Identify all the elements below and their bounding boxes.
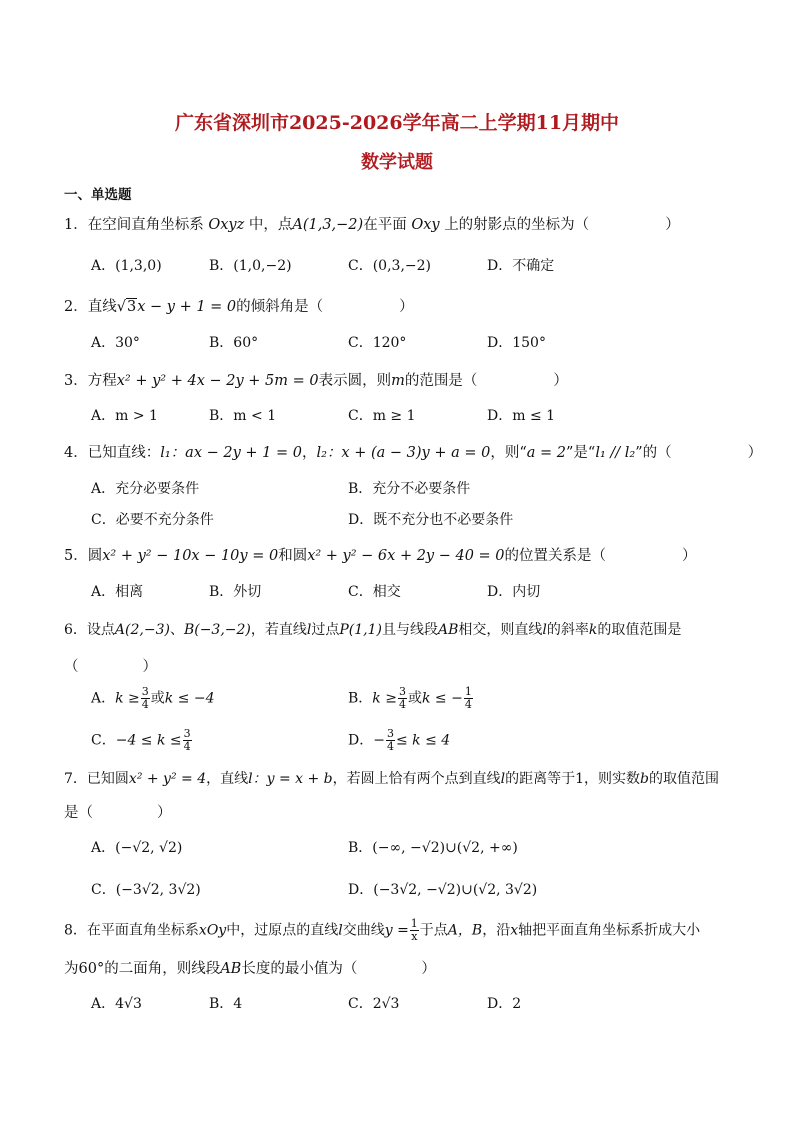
- question-7-stem: 7．已知圆x² + y² = 4，直线l：y = x + b，若圆上恰有两个点到直线l的距离等于1，则实数b的取值范围: [64, 771, 720, 787]
- question-8-stem-line2: 为60°的二面角，则线段AB长度的最小值为（ ）: [64, 961, 436, 977]
- question-4-option-b: B．充分不必要条件: [348, 481, 471, 497]
- question-4-stem: 4．已知直线：l₁：ax − 2y + 1 = 0，l₂：x + (a − 3)y + a = 0，则“a = 2”是“l₁ // l₂”的（ ）: [64, 445, 763, 461]
- question-1-option-d: D．不确定: [487, 258, 555, 274]
- question-4-option-a: A．充分必要条件: [91, 481, 200, 497]
- fraction: $\frac{3}{4}$: [141, 685, 149, 711]
- fraction: $\frac{3}{4}$: [398, 685, 406, 711]
- question-7-stem-line2: 是（ ）: [64, 805, 172, 821]
- question-4-option-c: C．必要不充分条件: [91, 512, 214, 528]
- question-8-stem: 8．在平面直角坐标系xOy中，过原点的直线l交曲线y = $\frac{1}{x}$ 于点A，B，沿x轴把平面直角坐标系折成大小: [64, 917, 701, 943]
- document-title: 广东省深圳市2025-2026学年高二上学期11月期中: [174, 112, 620, 134]
- question-5-option-b: B．外切: [209, 584, 262, 600]
- question-1-option-b: B．(1,0,−2): [209, 258, 292, 274]
- question-5-option-d: D．内切: [487, 584, 541, 600]
- question-3-option-d: D．m ≤ 1: [487, 408, 556, 424]
- question-1-option-c: C．(0,3,−2): [348, 258, 431, 274]
- question-6-stem-line2: （ ）: [64, 659, 157, 675]
- question-7-option-c: C．(−3√2, 3√2): [91, 882, 201, 898]
- question-1-option-a: A．(1,3,0): [91, 258, 162, 274]
- question-3-stem: 3．方程x² + y² + 4x − 2y + 5m = 0表示圆，则m的范围是（ ）: [64, 373, 568, 389]
- question-6-option-a: A．k ≥ $\frac{3}{4}$ 或k ≤ −4: [91, 685, 215, 711]
- section-heading: 一、单选题: [64, 187, 132, 203]
- question-2-stem: 2．直线√3x − y + 1 = 0的倾斜角是（ ）: [64, 299, 414, 315]
- document-subtitle: 数学试题: [361, 152, 433, 173]
- question-8-option-b: B．4: [209, 996, 243, 1012]
- question-5-option-a: A．相离: [91, 584, 144, 600]
- question-6-stem: 6．设点A(2,−3)、B(−3,−2)，若直线l过点P(1,1)且与线段AB相交，则直线l的斜率k的取值范围是: [64, 622, 682, 638]
- question-7-option-d: D．(−3√2, −√2)∪(√2, 3√2): [348, 882, 538, 898]
- question-7-option-a: A．(−√2, √2): [91, 840, 183, 856]
- question-2-option-b: B．60°: [209, 335, 259, 351]
- question-6-option-b: B．k ≥ $\frac{3}{4}$ 或k ≤ − $\frac{1}{4}$: [348, 685, 472, 711]
- question-5-stem: 5．圆x² + y² − 10x − 10y = 0和圆x² + y² − 6x + 2y − 40 = 0的位置关系是（ ）: [64, 548, 697, 564]
- question-2-option-d: D．150°: [487, 335, 546, 351]
- question-6-option-c: C．−4 ≤ k ≤ $\frac{3}{4}$: [91, 727, 191, 753]
- question-3-option-b: B．m < 1: [209, 408, 277, 424]
- question-5-option-c: C．相交: [348, 584, 401, 600]
- question-8-option-c: C．2√3: [348, 996, 400, 1012]
- question-3-option-a: A．m > 1: [91, 408, 158, 424]
- question-2-option-c: C．120°: [348, 335, 407, 351]
- fraction: $\frac{1}{x}$: [410, 917, 418, 943]
- question-6-option-d: D．− $\frac{3}{4}$ ≤ k ≤ 4: [348, 727, 451, 753]
- fraction: $\frac{3}{4}$: [183, 727, 191, 753]
- question-7-option-b: B．(−∞, −√2)∪(√2, +∞): [348, 840, 518, 856]
- question-8-option-a: A．4√3: [91, 996, 142, 1012]
- fraction: $\frac{1}{4}$: [464, 685, 472, 711]
- question-8-option-d: D．2: [487, 996, 522, 1012]
- fraction: $\frac{3}{4}$: [386, 727, 394, 753]
- question-1-stem: 1．在空间直角坐标系 Oxyz 中，点A(1,3,−2)在平面 Oxy 上的射影点的坐标为（ ）: [64, 217, 680, 233]
- question-3-option-c: C．m ≥ 1: [348, 408, 416, 424]
- question-4-option-d: D．既不充分也不必要条件: [348, 512, 514, 528]
- question-2-option-a: A．30°: [91, 335, 140, 351]
